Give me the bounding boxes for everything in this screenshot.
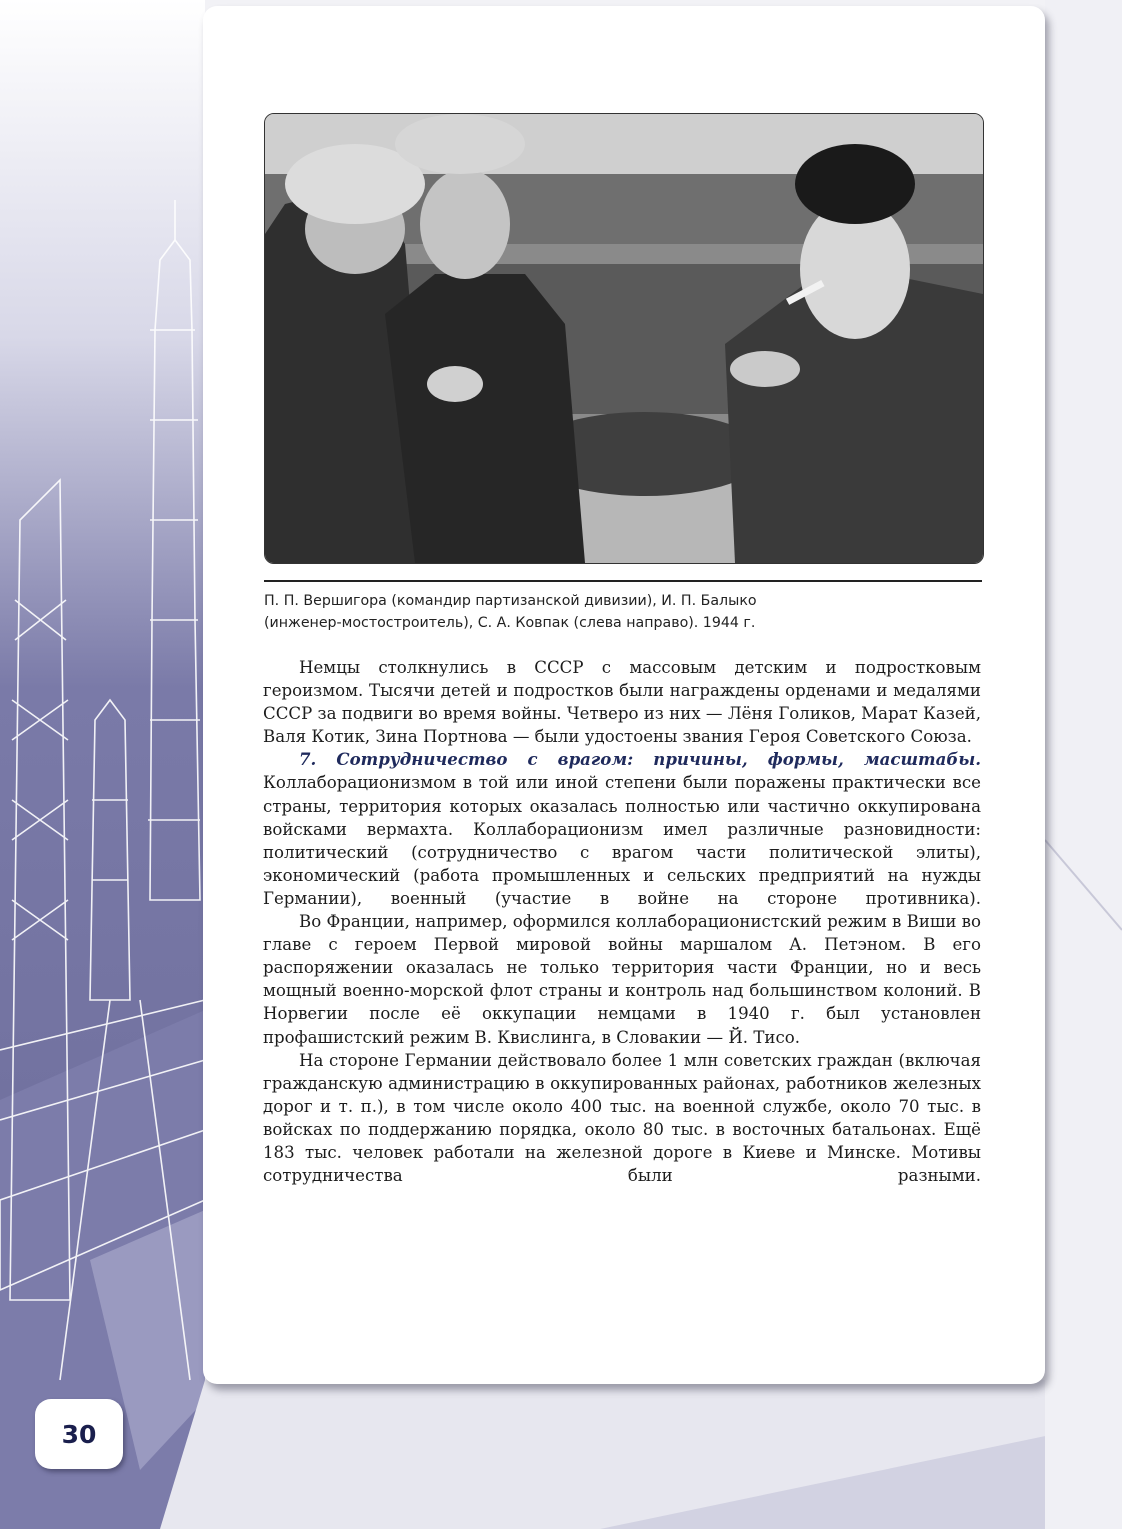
- paragraph-soviet-citizens: На стороне Германии действовало более 1 млн советских граждан (включая гражданскую администрацию в оккупированных районах, работников железных дорог и т. п.), в том числе около 400 тыс. на военной службе, около 70 тыс. в войсках по поддержанию порядка, около 80 тыс. в восточных батальонах. Ещё 183 тыс. человек работали на железной дороге в Киеве и Минске. Мотивы сотрудничества были разными.: [263, 1050, 981, 1186]
- main-text: [263, 656, 981, 1187]
- archival-photo-three-men-icon: [265, 114, 983, 563]
- paragraph-heroism: Немцы столкнулись в СССР с массовым детским и подростковым героизмом. Тысячи детей и подростков были награждены орденами и медалями СССР за подвиги во время войны. Четверо из них — Лёня Голиков, Марат Казей, Валя Котик, Зина Портнова — были удостоены звания Героя Советского Союза.: [263, 658, 981, 747]
- archival-photo: [264, 113, 984, 564]
- photo-caption: [264, 590, 982, 634]
- paragraph-collaboration: [263, 748, 981, 910]
- page-number: 30: [35, 1399, 123, 1469]
- paragraph-collaboration-text: Коллаборационизмом в той или иной степени были поражены практически все страны, территория которых оказалась полностью или частично оккупирована войсками вермахта. Коллаборационизм имел различные разновидности: политический (сотрудничество с врагом части политической элиты), экономический (работа промышленных и сельских предприятий на нужды Германии), военный (участие в войне на стороне противника).: [263, 773, 981, 908]
- paragraph-france: Во Франции, например, оформился коллаборационистский режим в Виши во главе с героем Первой мировой войны маршалом А. Петэном. В его распоряжении оказалась не только территория части Франции, но и весь мощный военно-морской флот страны и контроль над большинством колоний. В Норвегии после её оккупации немцами в 1940 г. был установлен профашистский режим В. Квислинга, в Словакии — Й. Тисо.: [263, 912, 981, 1047]
- caption-line-2: (инженер-мостостроитель), С. А. Ковпак (слева направо). 1944 г.: [264, 615, 756, 631]
- section-heading: 7. Сотрудничество с врагом: причины, формы, масштабы.: [299, 749, 981, 770]
- caption-divider: [264, 580, 982, 582]
- caption-line-1: П. П. Вершигора (командир партизанской дивизии), И. П. Балыко: [264, 593, 757, 609]
